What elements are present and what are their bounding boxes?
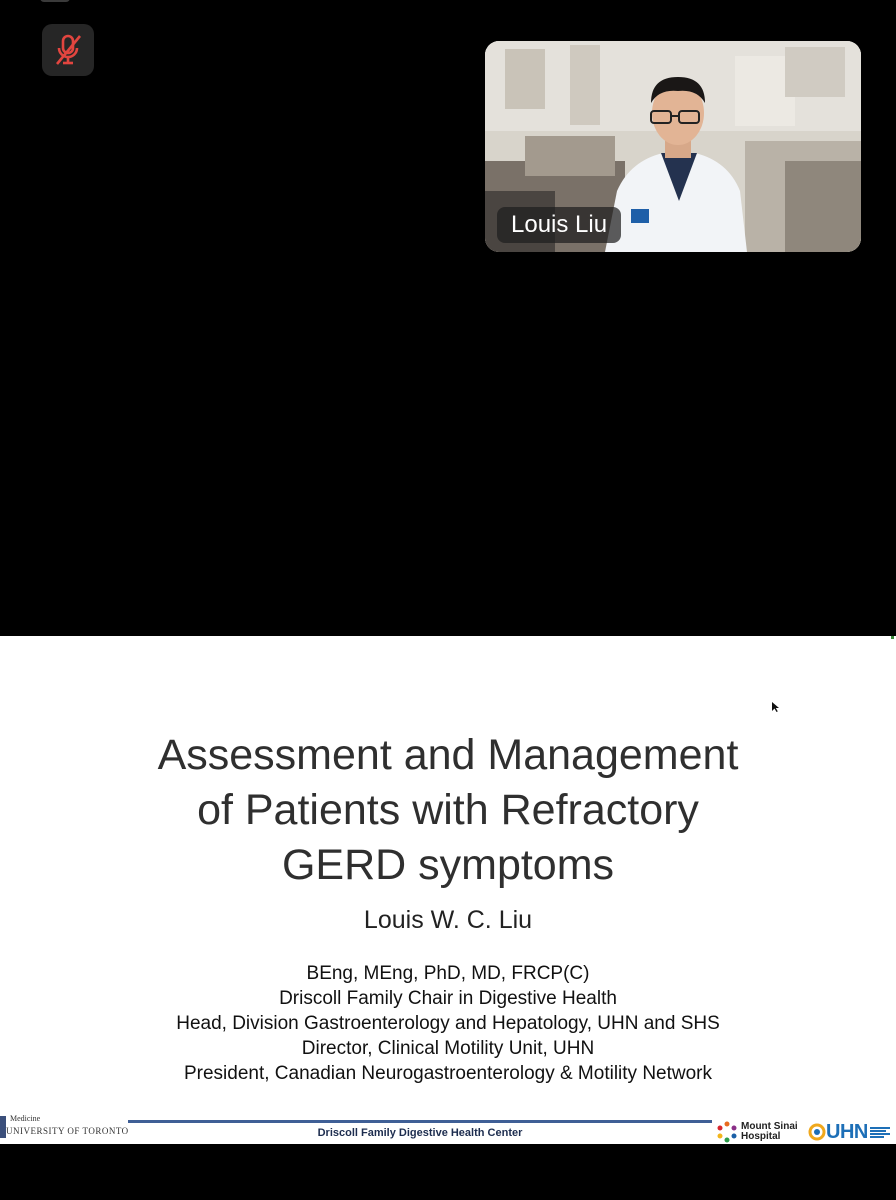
presenter-name: Louis W. C. Liu (363, 906, 533, 934)
credential-line: President, Canadian Neurogastroenterology & Motility Network (183, 1063, 713, 1084)
credential-line: Director, Clinical Motility Unit, UHN (301, 1038, 595, 1059)
uhn-logo (808, 1120, 894, 1144)
credential-line: BEng, MEng, PhD, MD, FRCP(C) (306, 963, 590, 984)
footer-divider (128, 1120, 712, 1123)
uhn-hospital-list-graphic (870, 1126, 894, 1139)
slide-title (0, 728, 896, 893)
mount-sinai-star-icon (716, 1121, 738, 1143)
logo-text-medicine: Medicine (10, 1114, 41, 1123)
msh-line-2: Hospital (741, 1131, 781, 1142)
credential-line: Driscoll Family Chair in Digestive Health (279, 988, 617, 1009)
mute-toggle-button[interactable] (42, 24, 94, 76)
top-edge-handle (40, 0, 70, 2)
footer-center-text: Driscoll Family Digestive Health Center (317, 1127, 523, 1139)
slide-indicator-dot (891, 636, 894, 639)
participant-video-tile[interactable] (485, 41, 861, 252)
msh-line-1: Mount Sinai (741, 1121, 798, 1132)
slide-title-line: GERD symptoms (281, 841, 615, 889)
microphone-muted-icon (53, 33, 83, 67)
slide-title-line: of Patients with Refractory (197, 786, 699, 834)
mouse-cursor-icon (772, 702, 780, 712)
presenter-credentials (0, 961, 896, 1086)
logo-text-university: UNIVERSITY OF TORONTO (6, 1126, 129, 1136)
mount-sinai-hospital-logo (716, 1120, 798, 1144)
shared-slide (0, 636, 896, 1144)
uhn-wordmark: UHN (826, 1120, 868, 1143)
university-of-toronto-logo (0, 1114, 129, 1144)
slide-title-line: Assessment and Management (157, 731, 739, 779)
uhn-mark-icon (808, 1123, 826, 1141)
participant-name-tag: Louis Liu (497, 207, 621, 243)
credential-line: Head, Division Gastroenterology and Hepatology, UHN and SHS (176, 1013, 720, 1034)
